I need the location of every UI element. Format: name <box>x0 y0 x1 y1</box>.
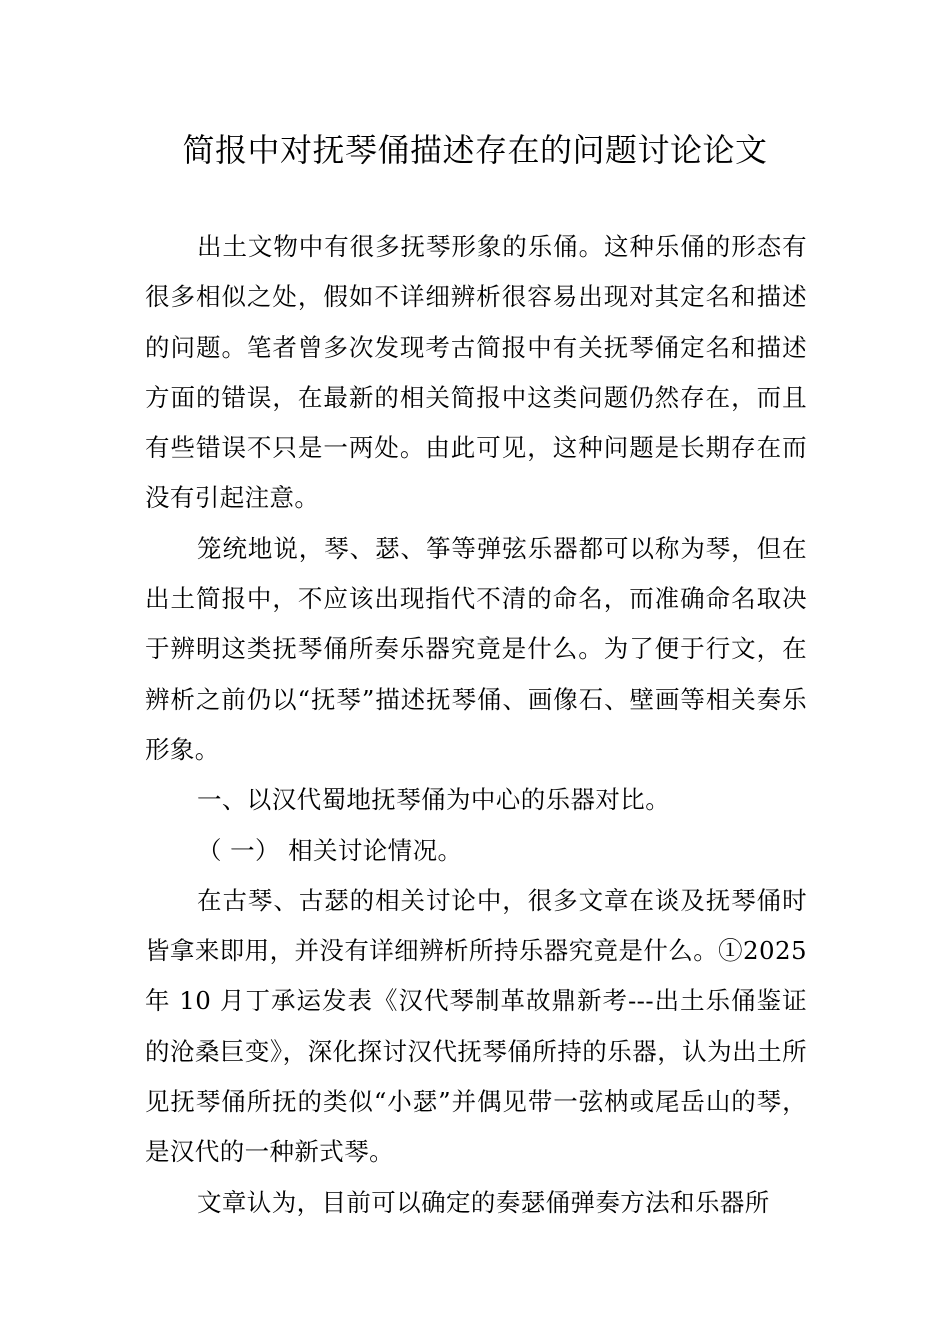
document-body <box>145 222 807 1228</box>
section-heading: 一、以汉代蜀地抚琴俑为中心的乐器对比。 <box>197 785 671 815</box>
paragraph-continuation: 文章认为，目前可以确定的奏瑟俑弹奏方法和乐器所 <box>197 1187 770 1217</box>
paragraph-discussion: 在古琴、古瑟的相关讨论中，很多文章在谈及抚琴俑时皆拿来即用，并没有详细辨析所持乐器究竟是什么。①2025 年 10 月丁承运发表《汉代琴制革故鼎新考---出土乐俑鉴证的沧桑巨变》，深化探讨汉代抚琴俑所持的乐器，认为出土所见抚琴俑所抚的类似“小瑟”并偶见带一弦枘或尾岳山的琴，是汉代的一种新式琴。 <box>145 885 807 1167</box>
document-title: 简报中对抚琴俑描述存在的问题讨论论文 <box>182 131 768 169</box>
subsection-heading: （ 一） 相关讨论情况。 <box>197 835 463 865</box>
paragraph-intro: 出土文物中有很多抚琴形象的乐俑。这种乐俑的形态有很多相似之处，假如不详细辨析很容易出现对其定名和描述的问题。笔者曾多次发现考古简报中有关抚琴俑定名和描述方面的错误，在最新的相关简报中这类问题仍然存在，而且有些错误不只是一两处。由此可见，这种问题是长期存在而没有引起注意。 <box>145 232 807 513</box>
paragraph-naming: 笼统地说，琴、瑟、筝等弹弦乐器都可以称为琴，但在出土简报中，不应该出现指代不清的命名，而准确命名取决于辨明这类抚琴俑所奏乐器究竟是什么。为了便于行文，在辨析之前仍以“抚琴”描述抚琴俑、画像石、壁画等相关奏乐形象。 <box>145 533 807 764</box>
